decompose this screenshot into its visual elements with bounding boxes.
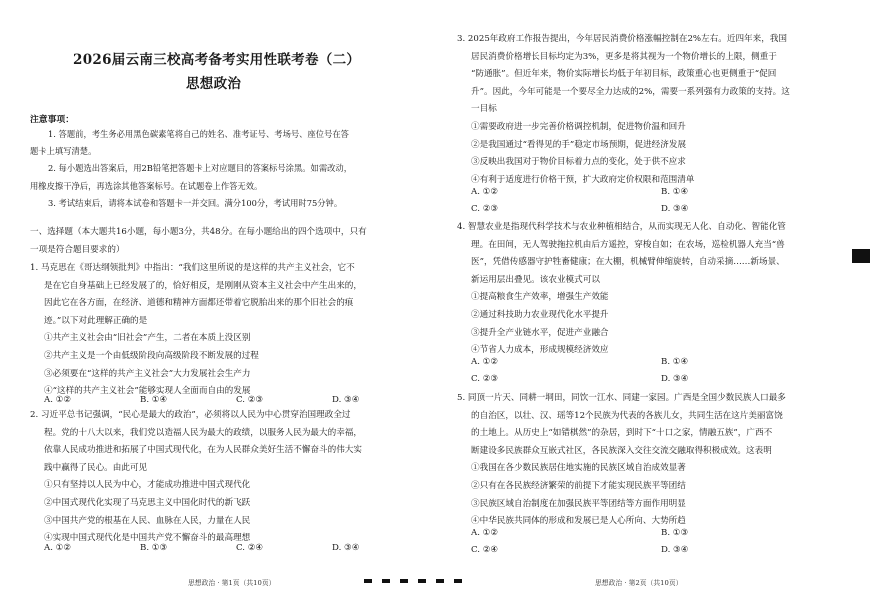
q2-line: ③中国共产党的根基在人民、血脉在人民，力量在人民 [44, 515, 251, 526]
q5-line: 的自治区，以壮、汉、瑶等12个民族为代表的各族儿女，共同生活在这片美丽富饶 [471, 410, 783, 421]
page-footer: 思想政治 · 第1页（共10页） [188, 579, 276, 587]
option: A. ①② [44, 543, 72, 553]
section-header [30, 224, 367, 259]
q1-line: ④“这样的共产主义社会”能够实现人全面而自由的发展 [44, 386, 251, 397]
notice-heading: 注意事项： [30, 115, 74, 125]
option: B. ①③ [661, 528, 689, 538]
exam-subject: 思想政治 [186, 76, 242, 92]
section-line: 一、选择题（本大题共16小题，每小题3分，共48分。在每小题给出的四个选项中，只有 [30, 227, 367, 237]
option: C. ②③ [236, 395, 264, 405]
q5-line: ④中华民族共同体的形成和发展已是人心所向、大势所趋 [471, 516, 686, 527]
q2-line: ①只有坚持以人民为中心，才能成功推进中国式现代化 [44, 480, 251, 491]
question-5 [457, 390, 786, 531]
option: D. ③④ [661, 374, 689, 384]
notice-line: 1. 答题前，考生务必用黑色碳素笔将自己的姓名、准考证号、考场号、座位号在答 [48, 129, 349, 139]
notice-line: 用橡皮擦干净后，再选涂其他答案标号。在试题卷上作答无效。 [30, 180, 263, 191]
q4-line: ①提高粮食生产效率，增强生产效能 [471, 292, 609, 303]
binding-mark [364, 579, 372, 583]
page-footer: 思想政治 · 第2页（共10页） [595, 579, 683, 587]
notice-line: 3. 考试结束后，请将本试卷和答题卡一并交回。满分100分，考试用时75分钟。 [48, 197, 343, 208]
q2-line: 践中赢得了民心。由此可见 [44, 462, 148, 473]
q4-line: 理。在田间，无人驾驶拖拉机由后方遥控，穿梭自如；在农场，巡检机器人充当“兽 [471, 239, 785, 250]
q2-options [44, 543, 424, 555]
q4-line: ③提升全产业链水平，促进产业融合 [471, 327, 609, 338]
q2-line: 2. 习近平总书记强调，“民心是最大的政治”，必须将以人民为中心贯穿治国理政全过 [30, 410, 351, 420]
q1-line: ①共产主义社会由“旧社会”产生，二者在本质上没区别 [44, 333, 251, 344]
q1-line: ②共产主义是一个由低级阶段向高级阶段不断发展的过程 [44, 350, 259, 361]
q1-line: ③必须要在“这样的共产主义社会”大力发展社会生产力 [44, 368, 251, 379]
q4-options [471, 357, 851, 389]
q2-line: 程。党的十八大以来，我们党以造福人民为最大的政绩，以服务人民为最大的幸福， [44, 427, 362, 438]
option: B. ①④ [140, 395, 168, 405]
q3-options [471, 187, 851, 219]
q5-options [471, 528, 851, 560]
option: A. ①② [471, 357, 499, 367]
q3-line: ③反映出我国对于物价目标着力点的变化，处于供不应求 [471, 157, 686, 168]
q3-line: “防通胀”。但近年来，物价实际增长均低于年初目标，政策重心也更侧重于“促回 [471, 69, 777, 80]
question-1 [30, 260, 362, 401]
edge-tab-marker [852, 249, 870, 263]
q3-line: 升”。因此，今年可能是一个要尽全力达成的2%，需要一系列强有力政策的支持。这 [471, 86, 790, 97]
question-2 [30, 407, 362, 548]
q4-line: 4. 智慧农业是指现代科学技术与农业种植相结合，从而实现无人化、自动化、智能化管 [457, 222, 786, 232]
q3-line: ④有利于适度进行价格干预，扩大政府定价权限和范围清单 [471, 174, 695, 185]
option: C. ②③ [471, 374, 499, 384]
option: B. ①④ [661, 187, 689, 197]
q1-line: 1. 马克思在《哥达纲领批判》中指出：“我们这里所说的是这样的共产主义社会，它不 [30, 263, 355, 273]
q1-line: 迹。”以下对此理解正确的是 [44, 315, 148, 326]
option: D. ③④ [332, 395, 360, 405]
notice-block [30, 126, 352, 212]
right-page [435, 0, 870, 599]
q3-line: 居民消费价格增长目标均定为3%，更多是将其视为一个物价增长的上限，侧重于 [471, 51, 777, 62]
q5-line: 断建设多民族群众互嵌式社区，各民族深入交往交流交融取得积极成效。这表明 [471, 445, 772, 456]
q5-line: 5. 同顶一片天、同耕一垌田，同饮一江水、同建一家园。广西是全国少数民族人口最多 [457, 393, 786, 403]
q1-options [44, 395, 424, 407]
option: D. ③④ [332, 543, 360, 553]
q4-line: ④节省人力成本，形成规模经济效应 [471, 345, 609, 356]
q5-line: ①我国在各少数民族居住地实施的民族区域自治成效显著 [471, 463, 686, 474]
option: B. ①④ [661, 357, 689, 367]
q5-line: ②只有在各民族经济繁荣的前提下才能实现民族平等团结 [471, 480, 686, 491]
q3-line: ①需要政府进一步完善价格调控机制，促进物价温和回升 [471, 121, 686, 132]
q3-line: 3. 2025年政府工作报告提出，今年居民消费价格涨幅控制在2%左右。近四年来，我国 [457, 34, 788, 44]
q4-line: ②通过科技助力农业现代化水平提升 [471, 309, 609, 320]
q4-line: 新运用层出叠见。该农业模式可以 [471, 274, 600, 285]
question-3 [457, 31, 790, 189]
q2-line: ②中国式现代化实现了马克思主义中国化时代的新飞跃 [44, 497, 251, 508]
q4-line: 医”，凭借传感器守护牲畜健康；在大棚，机械臂伸缩旋转，自动采摘……新场景、 [471, 257, 785, 268]
binding-mark [382, 579, 390, 583]
option: A. ①② [44, 395, 72, 405]
exam-title: 2026届云南三校高考备考实用性联考卷（二） [73, 52, 361, 68]
section-line: 一项是符合题目要求的） [30, 244, 125, 255]
q1-line: 是在它自身基础上已经发展了的，恰好相反，是刚刚从资本主义社会中产生出来的， [44, 280, 362, 291]
notice-line: 2. 每小题选出答案后，用2B铅笔把答题卡上对应题目的答案标号涂黑。如需改动， [48, 163, 353, 174]
q2-line: ④实现中国式现代化是中国共产党不懈奋斗的最高理想 [44, 533, 251, 544]
option: A. ①② [471, 528, 499, 538]
option: C. ②③ [471, 204, 499, 214]
option: C. ②④ [236, 543, 264, 553]
option: B. ①③ [140, 543, 168, 553]
q5-line: 的土地上。从历史上“如错棋然”的杂居，到时下“十口之家，情融五族”，广西不 [471, 428, 773, 439]
option: D. ③④ [661, 204, 689, 214]
option: A. ①② [471, 187, 499, 197]
q2-line: 依靠人民成功推进和拓展了中国式现代化，在为人民群众美好生活不懈奋斗的伟大实 [44, 445, 362, 456]
binding-mark [418, 579, 426, 583]
q3-line: ②是我国通过“看得见的手”稳定市场预期，促进经济发展 [471, 139, 687, 150]
q5-line: ③民族区域自治制度在加强民族平等团结等方面作用明显 [471, 498, 686, 509]
binding-mark [400, 579, 408, 583]
q1-line: 因此它在各方面，在经济、道德和精神方面都还带着它脱胎出来的那个旧社会的痕 [44, 298, 354, 309]
notice-line: 题卡上填写清楚。 [30, 146, 97, 157]
option: D. ③④ [661, 545, 689, 555]
q3-line: 一目标 [471, 104, 497, 115]
question-4 [457, 219, 786, 360]
option: C. ②④ [471, 545, 499, 555]
